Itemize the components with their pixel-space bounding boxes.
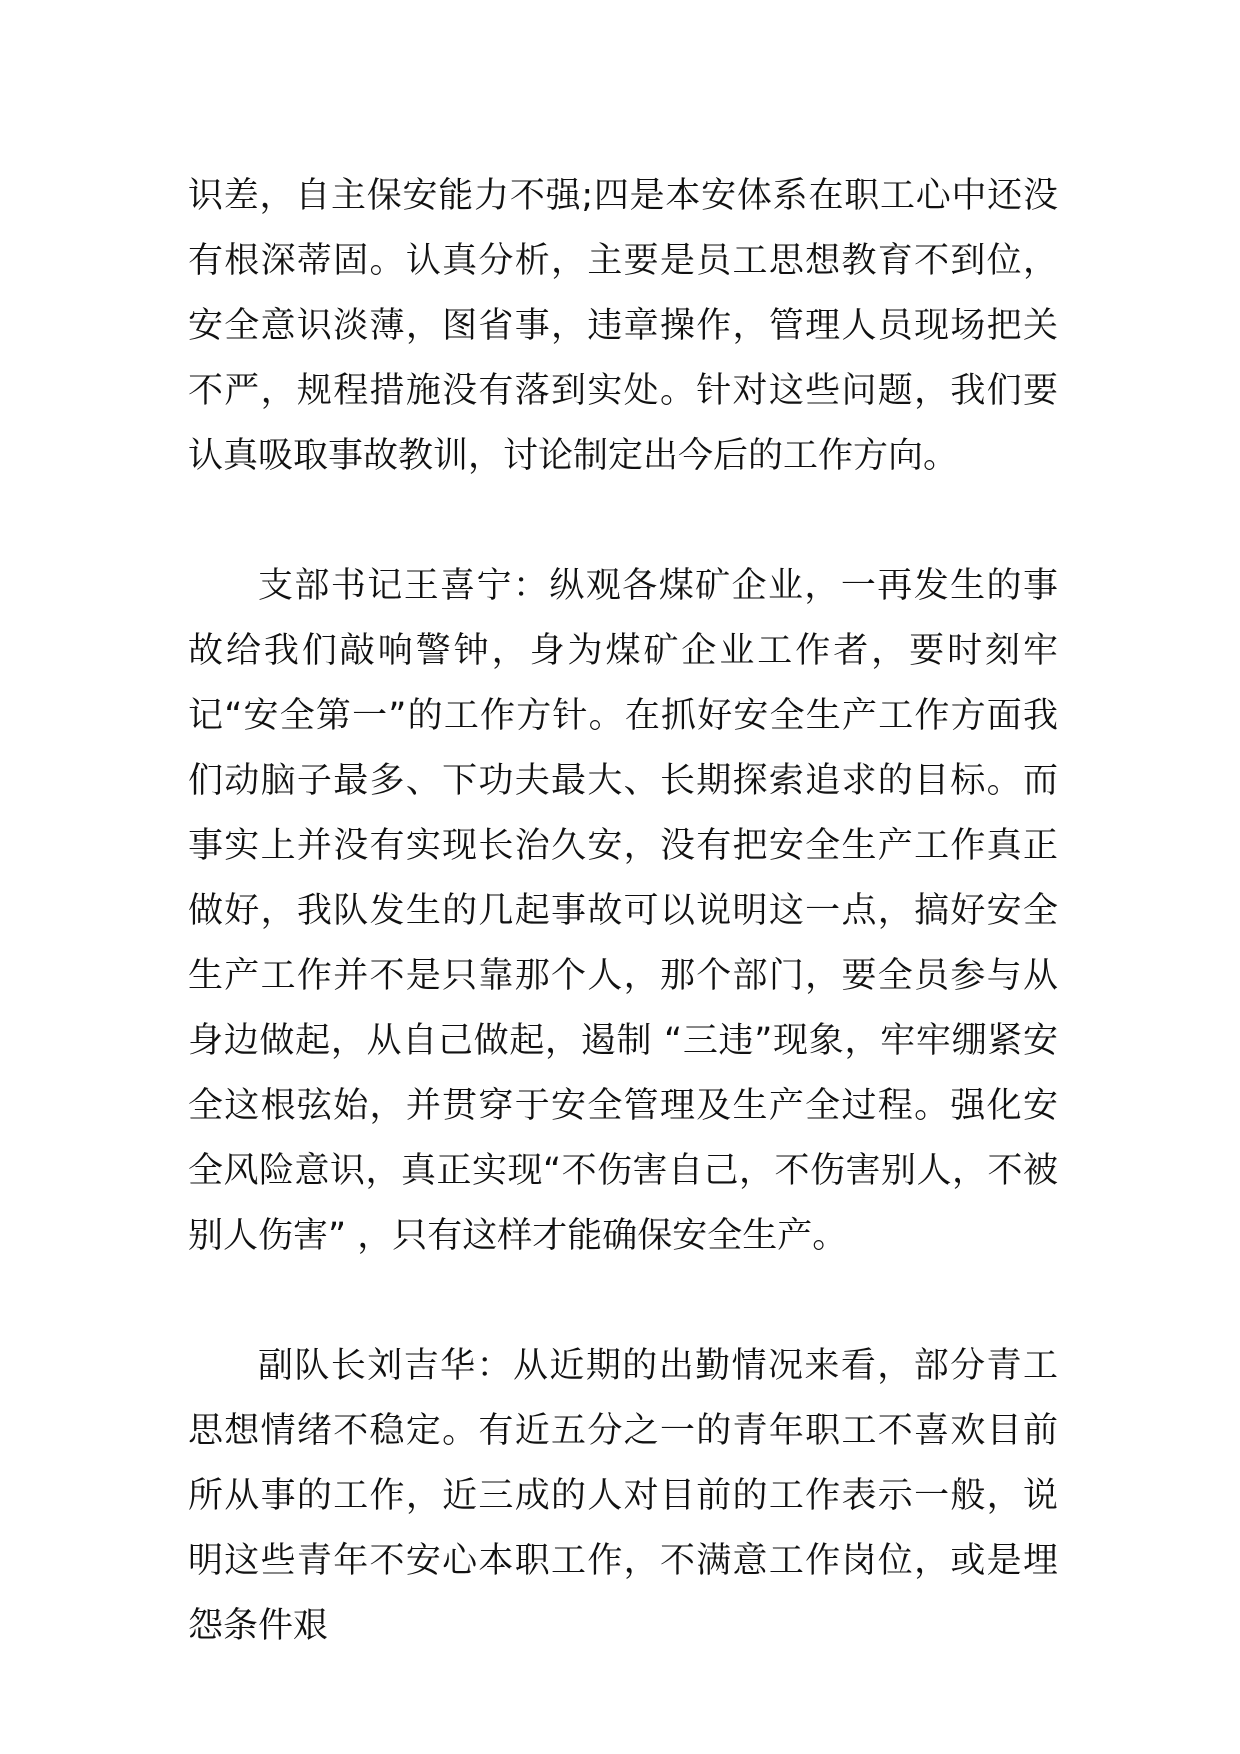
paragraph-3: 副队长刘吉华：从近期的出勤情况来看，部分青工思想情绪不稳定。有近五分之一的青年职工不喜欢目前所从事的工作，近三成的人对目前的工作表示一般，说明这些青年不安心本职工作，不满意工作岗位，或是埋怨条件艰 bbox=[188, 1346, 1058, 1646]
paragraph-2: 支部书记王喜宁：纵观各煤矿企业，一再发生的事故给我们敲响警钟，身为煤矿企业工作者，要时刻牢记“安全第一”的工作方针。在抓好安全生产工作方面我们动脑子最多、下功夫最大、长期探索追求的目标。而事实上并没有实现长治久安，没有把安全生产工作真正做好，我队发生的几起事故可以说明这一点，搞好安全生产工作并不是只靠那个人，那个部门，要全员参与从身边做起，从自己做起，遏制 “三违”现象，牢牢绷紧安全这根弦始，并贯穿于安全管理及生产全过程。强化安全风险意识，真正实现“不伤害自己，不伤害别人，不被别人伤害” ，只有这样才能确保安全生产。 bbox=[188, 566, 1058, 1256]
paragraph-1: 识差，自主保安能力不强;四是本安体系在职工心中还没有根深蒂固。认真分析，主要是员工思想教育不到位，安全意识淡薄，图省事，违章操作，管理人员现场把关不严，规程措施没有落到实处。针对这些问题，我们要认真吸取事故教训，讨论制定出今后的工作方向。 bbox=[188, 176, 1058, 476]
document-page bbox=[188, 164, 1058, 1659]
paragraph-gap bbox=[188, 489, 1058, 554]
paragraph-gap bbox=[188, 1269, 1058, 1334]
